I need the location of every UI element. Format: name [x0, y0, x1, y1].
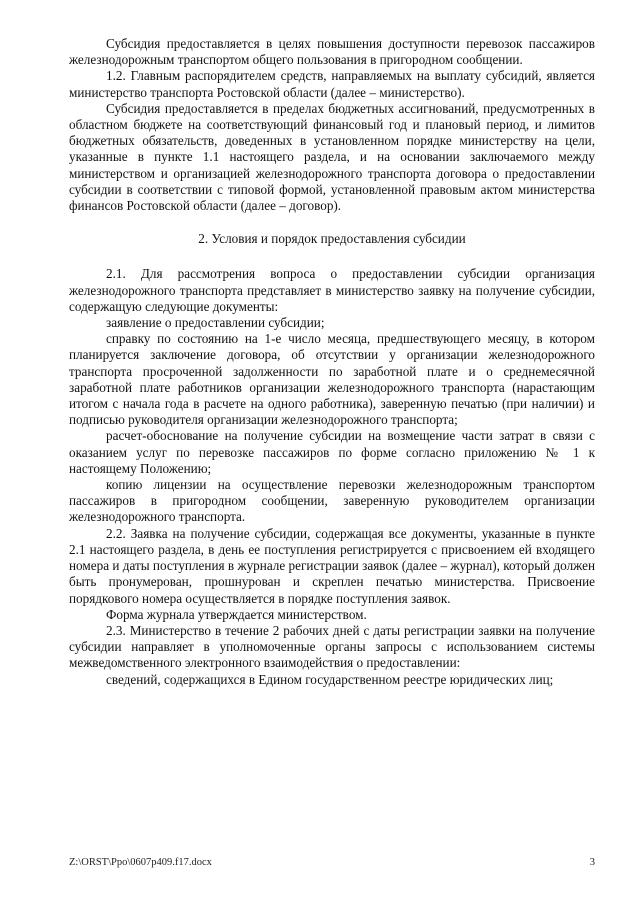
paragraph-2-3: 2.3. Министерство в течение 2 рабочих дней с даты регистрации заявки на получение субсидии направляет в уполномоченные органы запросы с использованием системы межведомственного электронного взаимодействия о предоставлении: [69, 622, 595, 671]
paragraph-1-2: 1.2. Главным распорядителем средств, направляемых на выплату субсидий, является министерство транспорта Ростовской области (далее – министерство). [69, 68, 595, 100]
section-heading: 2. Условия и порядок предоставления субсидии [198, 231, 466, 247]
paragraph-calculation: расчет-обоснование на получение субсидии на возмещение части затрат в связи с оказанием услуг по перевозке пассажиров по форме согласно приложению № 1 к настоящему Положению; [69, 428, 595, 476]
paragraph-2-1: 2.1. Для рассмотрения вопроса о предоставлении субсидии организация железнодорожного транспорта представляет в министерство заявку на получение субсидии, содержащую следующие документы: [69, 266, 595, 314]
footer-file-path: Z:\ORST\Ppo\0607p409.f17.docx [69, 857, 212, 868]
paragraph-subsidy-purpose: Субсидия предоставляется в целях повышения доступности перевозок пассажиров железнодорожным транспортом общего пользования в пригородном сообщении. [69, 36, 595, 68]
document-body [69, 36, 595, 688]
paragraph-2-2: 2.2. Заявка на получение субсидии, содержащая все документы, указанные в пункте 2.1 настоящего раздела, в день ее поступления регистрируется с присвоением ей входящего номера и даты поступления в журнале регистрации заявок (далее – журнал), который должен быть пронумерован, прошнурован и скреплен печатью министерства. Присвоение порядкового номера осуществляется в порядке поступления заявок. [69, 525, 595, 606]
paragraph-license: копию лицензии на осуществление перевозки железнодорожным транспортом пассажиров в пригородном сообщении, заверенную руководителем организации железнодорожного транспорта. [69, 477, 595, 525]
paragraph-subsidy-limits: Субсидия предоставляется в пределах бюджетных ассигнований, предусмотренных в областном бюджете на соответствующий финансовый год и плановый период, и лимитов бюджетных обязательств, доведенных в установленном порядке министерству на цели, указанные в пункте 1.1 настоящего раздела, и на основании заключаемого между министерством и организацией железнодорожного транспорта договора о предоставлении субсидии в соответствии с типовой формой, установленной правовым актом министерства финансов Ростовской области (далее – договор). [69, 100, 595, 214]
paragraph-journal-form: Форма журнала утверждается министерством. [106, 606, 367, 622]
paragraph-egrul: сведений, содержащихся в Едином государственном реестре юридических лиц; [106, 671, 554, 687]
paragraph-application: заявление о предоставлении субсидии; [106, 315, 325, 331]
paragraph-certificate: справку по состоянию на 1-е число месяца, предшествующего месяцу, в котором планируется заключение договора, об отсутствии у организации железнодорожного транспорта просроченной задолженности по заработной плате и о среднемесячной заработной плате работников организации железнодорожного транспорта (нарастающим итогом с начала года в расчете на одного работника), заверенную печатью (при наличии) и подписью руководителя организации железнодорожного транспорта; [69, 331, 595, 428]
page-number: 3 [589, 857, 595, 868]
